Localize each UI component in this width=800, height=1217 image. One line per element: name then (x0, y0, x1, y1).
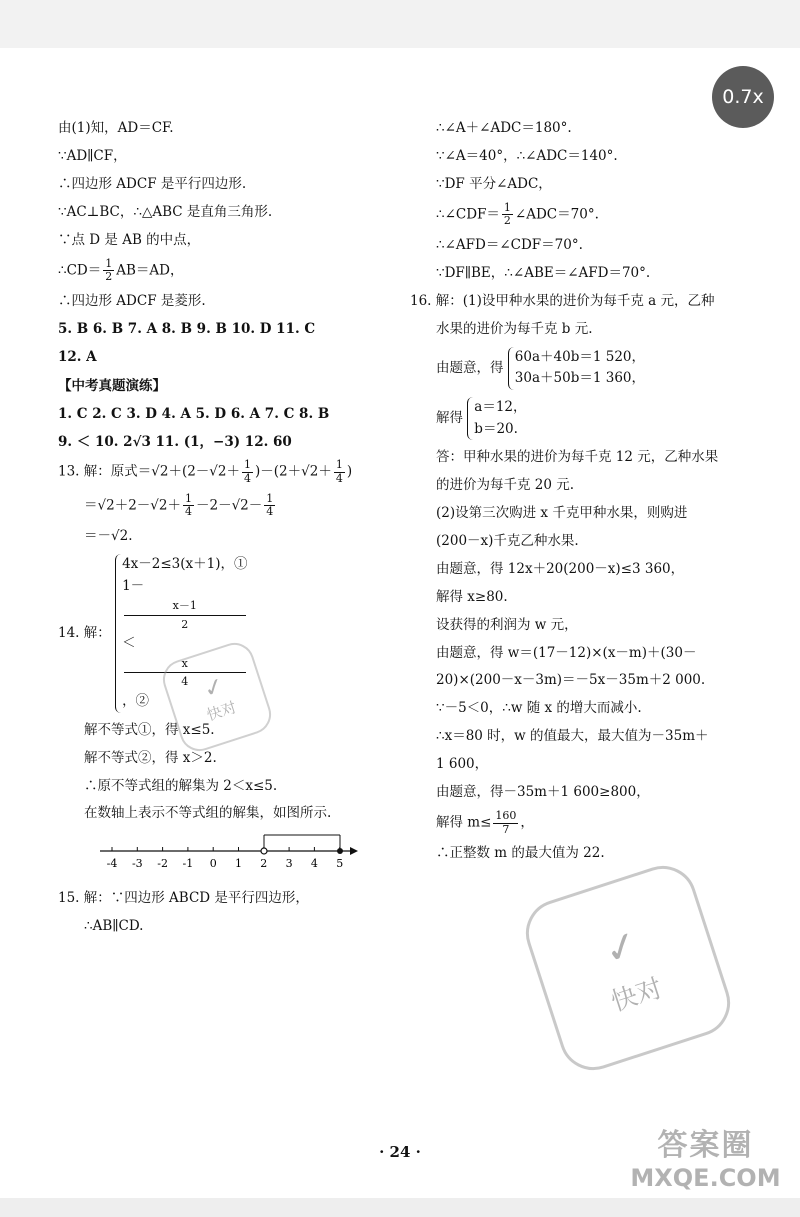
section-heading: 【中考真题演练】 (58, 377, 166, 394)
text-line: ∴∠A＋∠ADC＝180°. (436, 120, 572, 136)
answer-line: 9. ＜ 10. 2√3 11. (1，−3) 12. 60 (58, 433, 292, 450)
q13-line-3: ＝－√2. (84, 527, 133, 544)
playback-speed-button[interactable]: 0.7x (712, 66, 774, 128)
stamp-text: 快对 (607, 972, 667, 1018)
text-line: ∴四边形 ADCF 是平行四边形. (58, 175, 247, 192)
denominator: 2 (503, 214, 511, 228)
numerator: x－1 (124, 597, 245, 616)
text-line: 设获得的利润为 w 元， (436, 616, 578, 633)
text-fragment: 13. 解：原式＝√2＋(2－√2＋ (58, 464, 240, 481)
tick-label: 1 (235, 857, 242, 871)
text-line: ∴正整数 m 的最大值为 22. (436, 845, 605, 862)
inequality-1: 4x－2≤3(x＋1)，① (122, 555, 248, 572)
site-watermark-line1: 答案圈 (657, 1128, 754, 1163)
text-line: 由题意，得 12x＋20(200－x)≤3 360， (436, 560, 685, 577)
answer-line: 12. A (58, 348, 97, 365)
solution-system (467, 397, 526, 440)
numerator: 1 (266, 491, 274, 505)
text-line: ∴四边形 ADCF 是菱形. (58, 292, 206, 309)
denominator: 4 (244, 472, 251, 486)
tick-label: 5 (336, 857, 344, 871)
q13-line-2 (58, 493, 378, 519)
text-line: ∵AD∥CF， (58, 147, 127, 164)
equation-2: 30a＋50b＝1 360， (514, 370, 645, 387)
text-line: 解不等式②，得 x＞2. (84, 749, 217, 766)
text-line: 20)×(200－x－3m)＝－5x－35m＋2 000. (436, 672, 706, 689)
axis-arrow (350, 847, 358, 855)
text-line: 15. 解：∵四边形 ABCD 是平行四边形， (58, 890, 309, 907)
text-line: 的进价为每千克 20 元. (436, 477, 575, 494)
text-line (58, 258, 378, 284)
text-fragment: 由题意，得 (436, 359, 504, 376)
tick-label: -1 (182, 857, 194, 871)
tick-label: 3 (285, 857, 293, 871)
tick-label: 4 (310, 857, 318, 871)
text-line: ∵DF∥BE，∴∠ABE＝∠AFD＝70°. (436, 264, 651, 281)
solution-system-line (410, 397, 780, 440)
text-line: ∵点 D 是 AB 的中点， (58, 231, 201, 248)
text-fragment: 解得 (436, 410, 463, 427)
site-watermark-line2: MXQE.COM (630, 1164, 781, 1192)
text-line: 答：甲种水果的进价为每千克 12 元，乙种水果 (436, 449, 719, 466)
fraction (264, 493, 275, 519)
text-line: ∴∠AFD＝∠CDF＝70°. (436, 237, 583, 254)
text-fragment: ＝√2＋2－√2＋ (84, 497, 181, 514)
text-fragment: －2－√2－ (195, 497, 263, 514)
text-fragment: ∠ADC＝70°. (514, 206, 599, 223)
text-line: 由(1)知，AD＝CF. (58, 120, 174, 136)
numerator: x (124, 655, 245, 674)
text-line: ∵DF 平分∠ADC， (436, 175, 552, 192)
numerator: 160 (495, 809, 517, 823)
text-fragment: ， (520, 814, 534, 831)
text-line: ∵－5＜0，∴w 随 x 的增大而减小. (436, 700, 642, 717)
check-circle-icon: ✓ (598, 920, 645, 975)
text-fragment: AB＝AD， (116, 262, 184, 279)
numerator: 1 (244, 458, 251, 472)
text-line: 解不等式①，得 x≤5. (84, 721, 215, 738)
numerator: 1 (335, 458, 343, 472)
text-line: 在数轴上表示不等式组的解集，如图所示. (84, 805, 332, 822)
denominator: 4 (181, 675, 189, 689)
numerator: 1 (503, 200, 511, 214)
text-fragment: 1－ (122, 577, 145, 594)
text-line: (200－x)千克乙种水果. (436, 532, 579, 549)
denominator: 2 (181, 617, 189, 631)
text-fragment: ) (346, 464, 353, 481)
text-fragment: )－(2＋√2＋ (255, 464, 332, 481)
denominator: 4 (266, 505, 274, 519)
fraction (103, 258, 114, 284)
text-fragment: ＜ (122, 635, 136, 652)
stamp-text: 快对 (204, 697, 239, 724)
right-column (410, 118, 780, 871)
denominator: 7 (502, 822, 510, 836)
text-line: ∴AB∥CD. (84, 918, 144, 935)
tick-label: -3 (131, 857, 143, 871)
equation-system (508, 347, 645, 390)
page-number: · 24 · (379, 1143, 421, 1161)
text-fragment: ∴∠CDF＝ (436, 206, 500, 223)
site-watermark (618, 1120, 793, 1192)
fraction (183, 493, 194, 519)
numerator: 1 (105, 256, 113, 270)
open-point-2 (261, 848, 267, 854)
denominator: 2 (105, 270, 113, 284)
text-line: 解得 x≥80. (436, 588, 508, 605)
fraction (242, 459, 253, 485)
equation-system-line (410, 347, 780, 390)
number-line-diagram (98, 831, 378, 882)
solution-2: b＝20. (474, 420, 518, 437)
text-line: 由题意，得 w＝(17－12)×(x－m)＋(30－ (436, 644, 697, 661)
text-fragment: ∴CD＝ (58, 262, 102, 279)
check-circle-icon: ✓ (199, 670, 228, 704)
text-line: ∵AC⊥BC，∴△ABC 是直角三角形. (58, 203, 273, 220)
viewer-top-bar (0, 0, 800, 48)
fraction (493, 810, 518, 836)
tick-label: -2 (157, 857, 168, 871)
tick-label: 2 (260, 857, 268, 871)
number-line-svg (98, 831, 358, 875)
numerator: 1 (184, 491, 192, 505)
text-line (410, 810, 780, 836)
denominator: 4 (335, 472, 343, 486)
text-fragment: 解得 m≤ (436, 814, 492, 831)
tick-label: -4 (106, 857, 118, 871)
text-line: ∵∠A＝40°，∴∠ADC＝140°. (436, 147, 618, 164)
closed-point-5 (337, 848, 343, 854)
text-line: ∴x＝80 时，w 的值最大，最大值为－35m＋ (436, 728, 709, 745)
text-line: 16. 解：(1)设甲种水果的进价为每千克 a 元，乙种 (410, 292, 715, 309)
text-line: (2)设第三次购进 x 千克甲种水果，则购进 (436, 504, 688, 521)
denominator: 4 (184, 505, 192, 519)
fraction (124, 597, 245, 633)
text-fragment: ，② (122, 693, 150, 710)
answer-line: 5. B 6. B 7. A 8. B 9. B 10. D 11. C (58, 320, 316, 337)
text-line: ∴原不等式组的解集为 2＜x≤5. (84, 777, 278, 794)
fraction (334, 459, 345, 485)
fraction (502, 202, 513, 228)
tick-label: 0 (209, 857, 217, 871)
answer-line: 1. C 2. C 3. D 4. A 5. D 6. A 7. C 8. B (58, 405, 330, 422)
text-line: 水果的进价为每千克 b 元. (436, 320, 593, 337)
solution-1: a＝12， (474, 398, 527, 415)
left-column (58, 118, 378, 944)
text-line: 由题意，得－35m＋1 600≥800， (436, 784, 650, 801)
q13-line-1 (58, 459, 378, 485)
text-line (410, 202, 780, 228)
text-line: 1 600， (436, 756, 489, 773)
viewer-bottom-bar (0, 1198, 800, 1217)
equation-1: 60a＋40b＝1 520， (514, 348, 645, 365)
question-label: 14. 解： (58, 624, 111, 641)
